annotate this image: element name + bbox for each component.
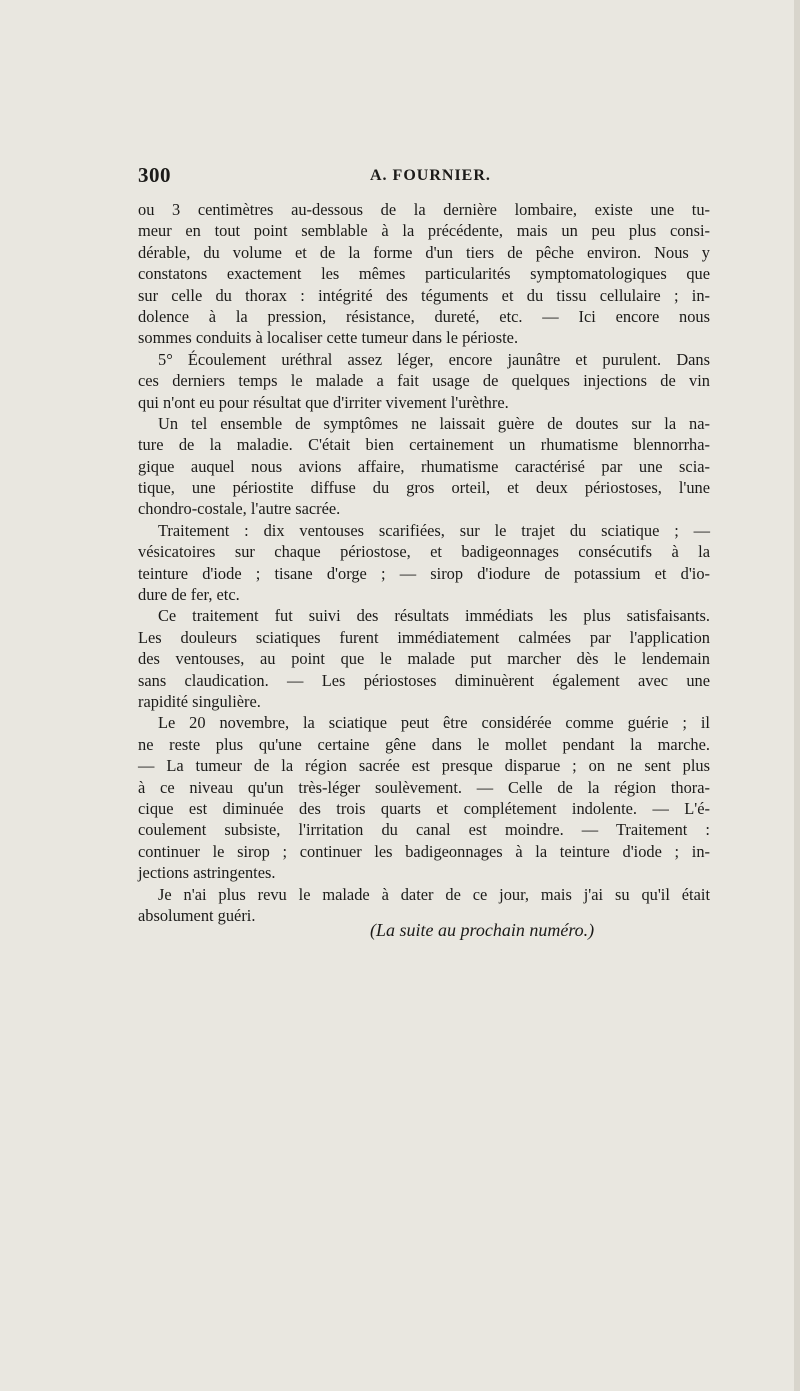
text-line: Le 20 novembre, la sciatique peut être considérée comme guérie ; il: [158, 713, 710, 733]
text-line: des ventouses, au point que le malade put marcher dès le lendemain: [138, 649, 710, 669]
text-line: coulement subsiste, l'irritation du canal est moindre. — Traitement :: [138, 820, 710, 840]
text-line: tique, une périostite diffuse du gros orteil, et deux périostoses, l'une: [138, 478, 710, 498]
text-line: Un tel ensemble de symptômes ne laissait guère de doutes sur la na-: [158, 413, 710, 433]
closing-note: (La suite au prochain numéro.): [370, 920, 595, 940]
text-line: sommes conduits à localiser cette tumeur dans le périoste.: [138, 328, 519, 348]
text-line: Ce traitement fut suivi des résultats immédiats les plus satisfaisants.: [158, 606, 710, 626]
text-line: Traitement : dix ventouses scarifiées, sur le trajet du sciatique ; —: [158, 520, 710, 540]
text-line: qui n'ont eu pour résultat que d'irriter vivement l'urèthre.: [138, 392, 509, 412]
body-text: [138, 199, 710, 926]
text-line: meur en tout point semblable à la précédente, mais un peu plus consi-: [138, 221, 710, 241]
page-header: [138, 163, 710, 191]
text-line: rapidité singulière.: [138, 691, 261, 711]
text-line: 5° Écoulement uréthral assez léger, encore jaunâtre et purulent. Dans: [158, 349, 710, 369]
page-edge: [794, 0, 800, 1391]
text-line: Je n'ai plus revu le malade à dater de ce jour, mais j'ai su qu'il était: [158, 884, 710, 904]
text-line: absolument guéri.: [138, 905, 256, 925]
text-line: dure de fer, etc.: [138, 585, 240, 605]
text-line: — La tumeur de la région sacrée est presque disparue ; on ne sent plus: [138, 756, 710, 776]
text-line: sans claudication. — Les périostoses diminuèrent également avec une: [138, 670, 710, 690]
text-line: dérable, du volume et de la forme d'un tiers de pêche environ. Nous y: [138, 242, 710, 262]
text-line: chondro-costale, l'autre sacrée.: [138, 499, 341, 519]
text-line: ne reste plus qu'une certaine gêne dans le mollet pendant la marche.: [138, 734, 710, 754]
text-line: ture de la maladie. C'était bien certainement un rhumatisme blennorrha-: [138, 435, 710, 455]
text-line: gique auquel nous avions affaire, rhumatisme caractérisé par une scia-: [138, 456, 710, 476]
text-line: à ce niveau qu'un très-léger soulèvement. — Celle de la région thora-: [138, 777, 710, 797]
text-line: teinture d'iode ; tisane d'orge ; — sirop d'iodure de potassium et d'io-: [138, 563, 710, 583]
text-line: dolence à la pression, résistance, dureté, etc. — Ici encore nous: [138, 306, 710, 326]
text-line: continuer le sirop ; continuer les badigeonnages à la teinture d'iode ; in-: [138, 841, 710, 861]
text-line: sur celle du thorax : intégrité des téguments et du tissu cellulaire ; in-: [138, 285, 710, 305]
page-number: 300: [138, 163, 171, 187]
running-head: A. FOURNIER.: [370, 167, 491, 184]
text-line: ou 3 centimètres au-dessous de la dernière lombaire, existe une tu-: [138, 200, 710, 219]
text-line: constatons exactement les mêmes particularités symptomatologiques que: [138, 264, 710, 284]
text-line: ces derniers temps le malade a fait usage de quelques injections de vin: [138, 371, 710, 391]
text-line: vésicatoires sur chaque périostose, et badigeonnages consécutifs à la: [138, 542, 710, 562]
text-line: Les douleurs sciatiques furent immédiatement calmées par l'application: [138, 627, 710, 647]
text-line: jections astringentes.: [138, 863, 276, 883]
text-line: cique est diminuée des trois quarts et complétement indolente. — L'é-: [138, 798, 710, 818]
